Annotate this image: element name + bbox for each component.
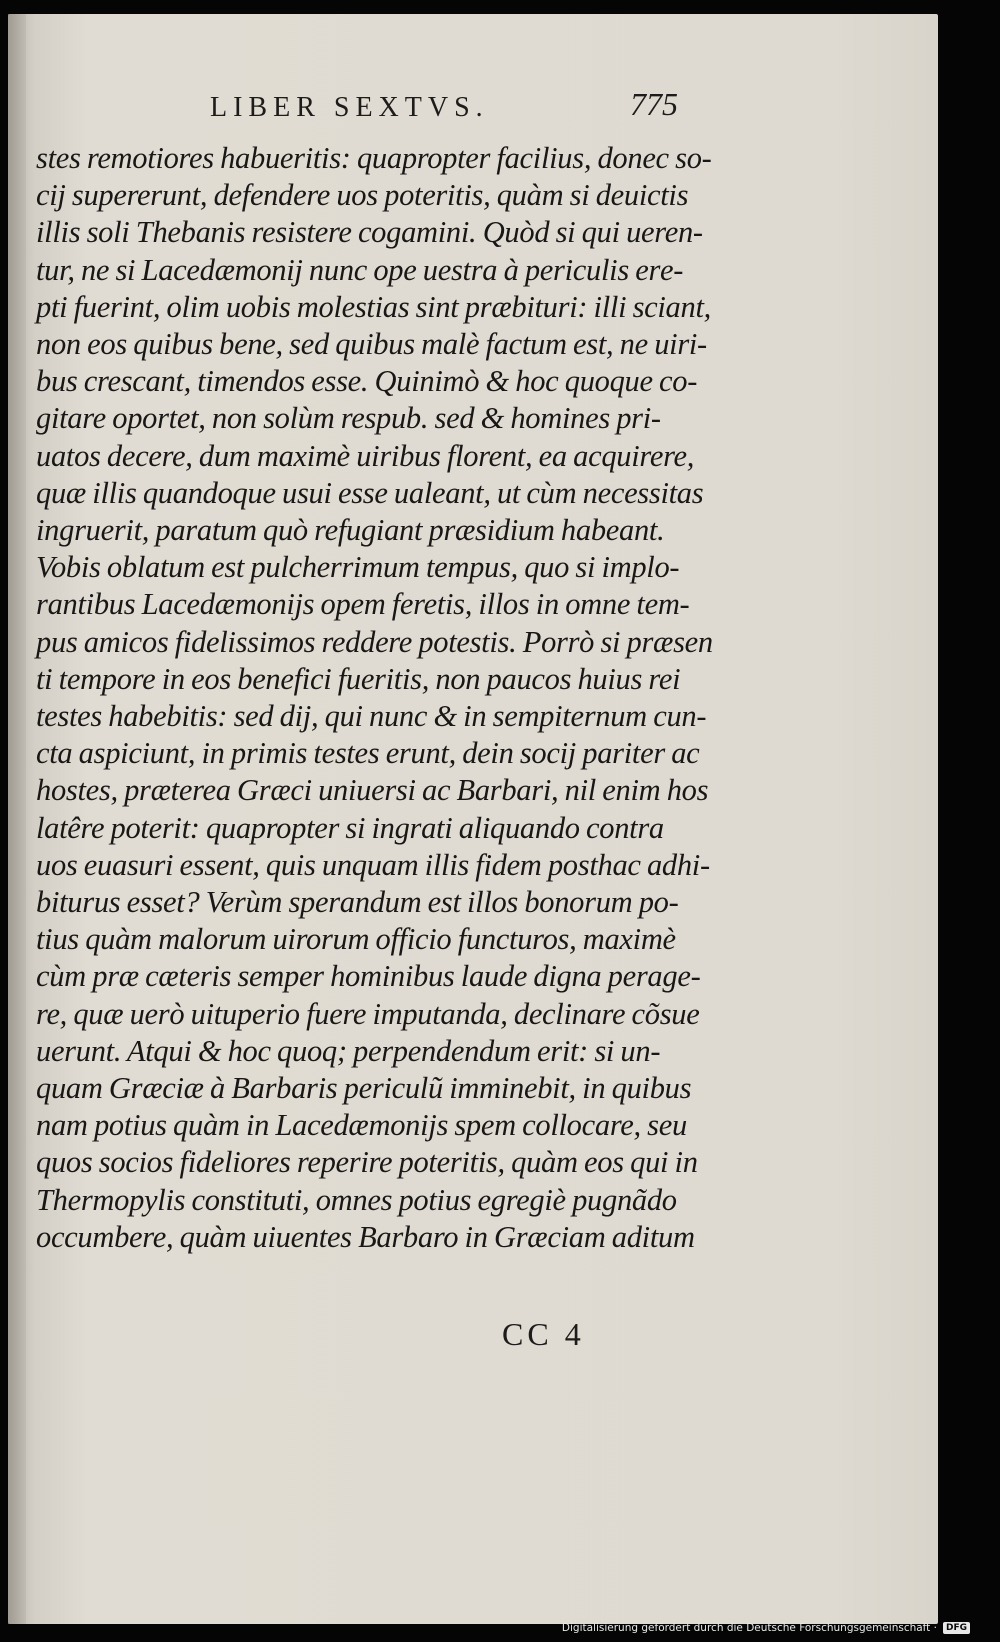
text-line: ingruerit, paratum quò refugiant præsidium habeant.: [36, 513, 665, 548]
text-line: quam Græciæ à Barbaris periculũ imminebit, in quibus: [36, 1071, 692, 1106]
footer-credit-text: Digitalisierung gefördert durch die Deutsche Forschungsgemeinschaft ·: [561, 1622, 937, 1634]
running-head: LIBER SEXTVS.: [210, 92, 489, 123]
text-line: illis soli Thebanis resistere cogamini. Quòd si qui ueren-: [36, 215, 703, 250]
body-text: [36, 140, 716, 1256]
text-line: non eos quibus bene, sed quibus malè factum est, ne uiri-: [36, 327, 707, 362]
page-gutter-shadow: [8, 14, 26, 1624]
text-line: re, quæ uerò uituperio fuere imputanda, declinare cõsue: [36, 996, 700, 1031]
text-line: quos socios fideliores reperire poteritis, quàm eos qui in: [36, 1145, 698, 1180]
text-line: testes habebitis: sed dij, qui nunc & in sempiternum cun-: [36, 699, 707, 734]
text-line: pti fuerint, olim uobis molestias sint præbituri: illi sciant,: [36, 289, 711, 324]
text-line: cùm præ cæteris semper hominibus laude digna perage-: [36, 959, 701, 994]
text-line: uos euasuri essent, quis unquam illis fidem posthac adhi-: [36, 847, 710, 882]
text-line: nam potius quàm in Lacedæmonijs spem collocare, seu: [36, 1108, 687, 1143]
text-line: cij supererunt, defendere uos poteritis, quàm si deuictis: [36, 178, 689, 213]
text-line: quæ illis quandoque usui esse ualeant, ut cùm necessitas: [36, 475, 704, 510]
text-line: stes remotiores habueritis: quapropter facilius, donec so-: [36, 141, 712, 175]
text-line: gitare oportet, non solùm respub. sed & homines pri-: [36, 401, 661, 436]
signature-mark: CC 4: [502, 1316, 585, 1352]
text-line: tius quàm malorum uirorum officio functuros, maximè: [36, 922, 676, 957]
text-line: rantibus Lacedæmonijs opem feretis, illos in omne tem-: [36, 587, 690, 622]
text-line: ti tempore in eos benefici fueritis, non paucos huius rei: [36, 661, 681, 696]
text-line: latêre poterit: quapropter si ingrati aliquando contra: [36, 810, 664, 845]
dfg-logo[interactable]: DFG: [943, 1622, 970, 1634]
text-line: uerunt. Atqui & hoc quoq; perpendendum erit: si un-: [36, 1033, 661, 1068]
text-line: hostes, præterea Græci uniuersi ac Barbari, nil enim hos: [36, 773, 709, 808]
text-line: tur, ne si Lacedæmonij nunc ope uestra à periculis erе-: [36, 252, 684, 287]
text-line: uatos decere, dum maximè uiribus florent, ea acquirere,: [36, 438, 695, 473]
text-line: cta aspiciunt, in primis testes erunt, dein socij pariter ac: [36, 736, 700, 771]
text-line: bus crescant, timendos esse. Quinimò & hoc quoque co-: [36, 364, 698, 399]
text-line: occumbere, quàm uiuentes Barbaro in Græciam aditum: [36, 1219, 695, 1254]
text-line: Vobis oblatum est pulcherrimum tempus, quo si implo-: [36, 550, 680, 585]
text-line: Thermopylis constituti, omnes potius egregiè pugnãdo: [36, 1182, 677, 1217]
page-number: 775: [630, 86, 678, 122]
text-line: pus amicos fidelissimos reddere potestis. Porrò si præsen: [36, 624, 713, 659]
text-line: biturus esset? Verùm sperandum est illos bonorum po-: [36, 885, 679, 920]
footer-credit: [562, 1618, 970, 1638]
